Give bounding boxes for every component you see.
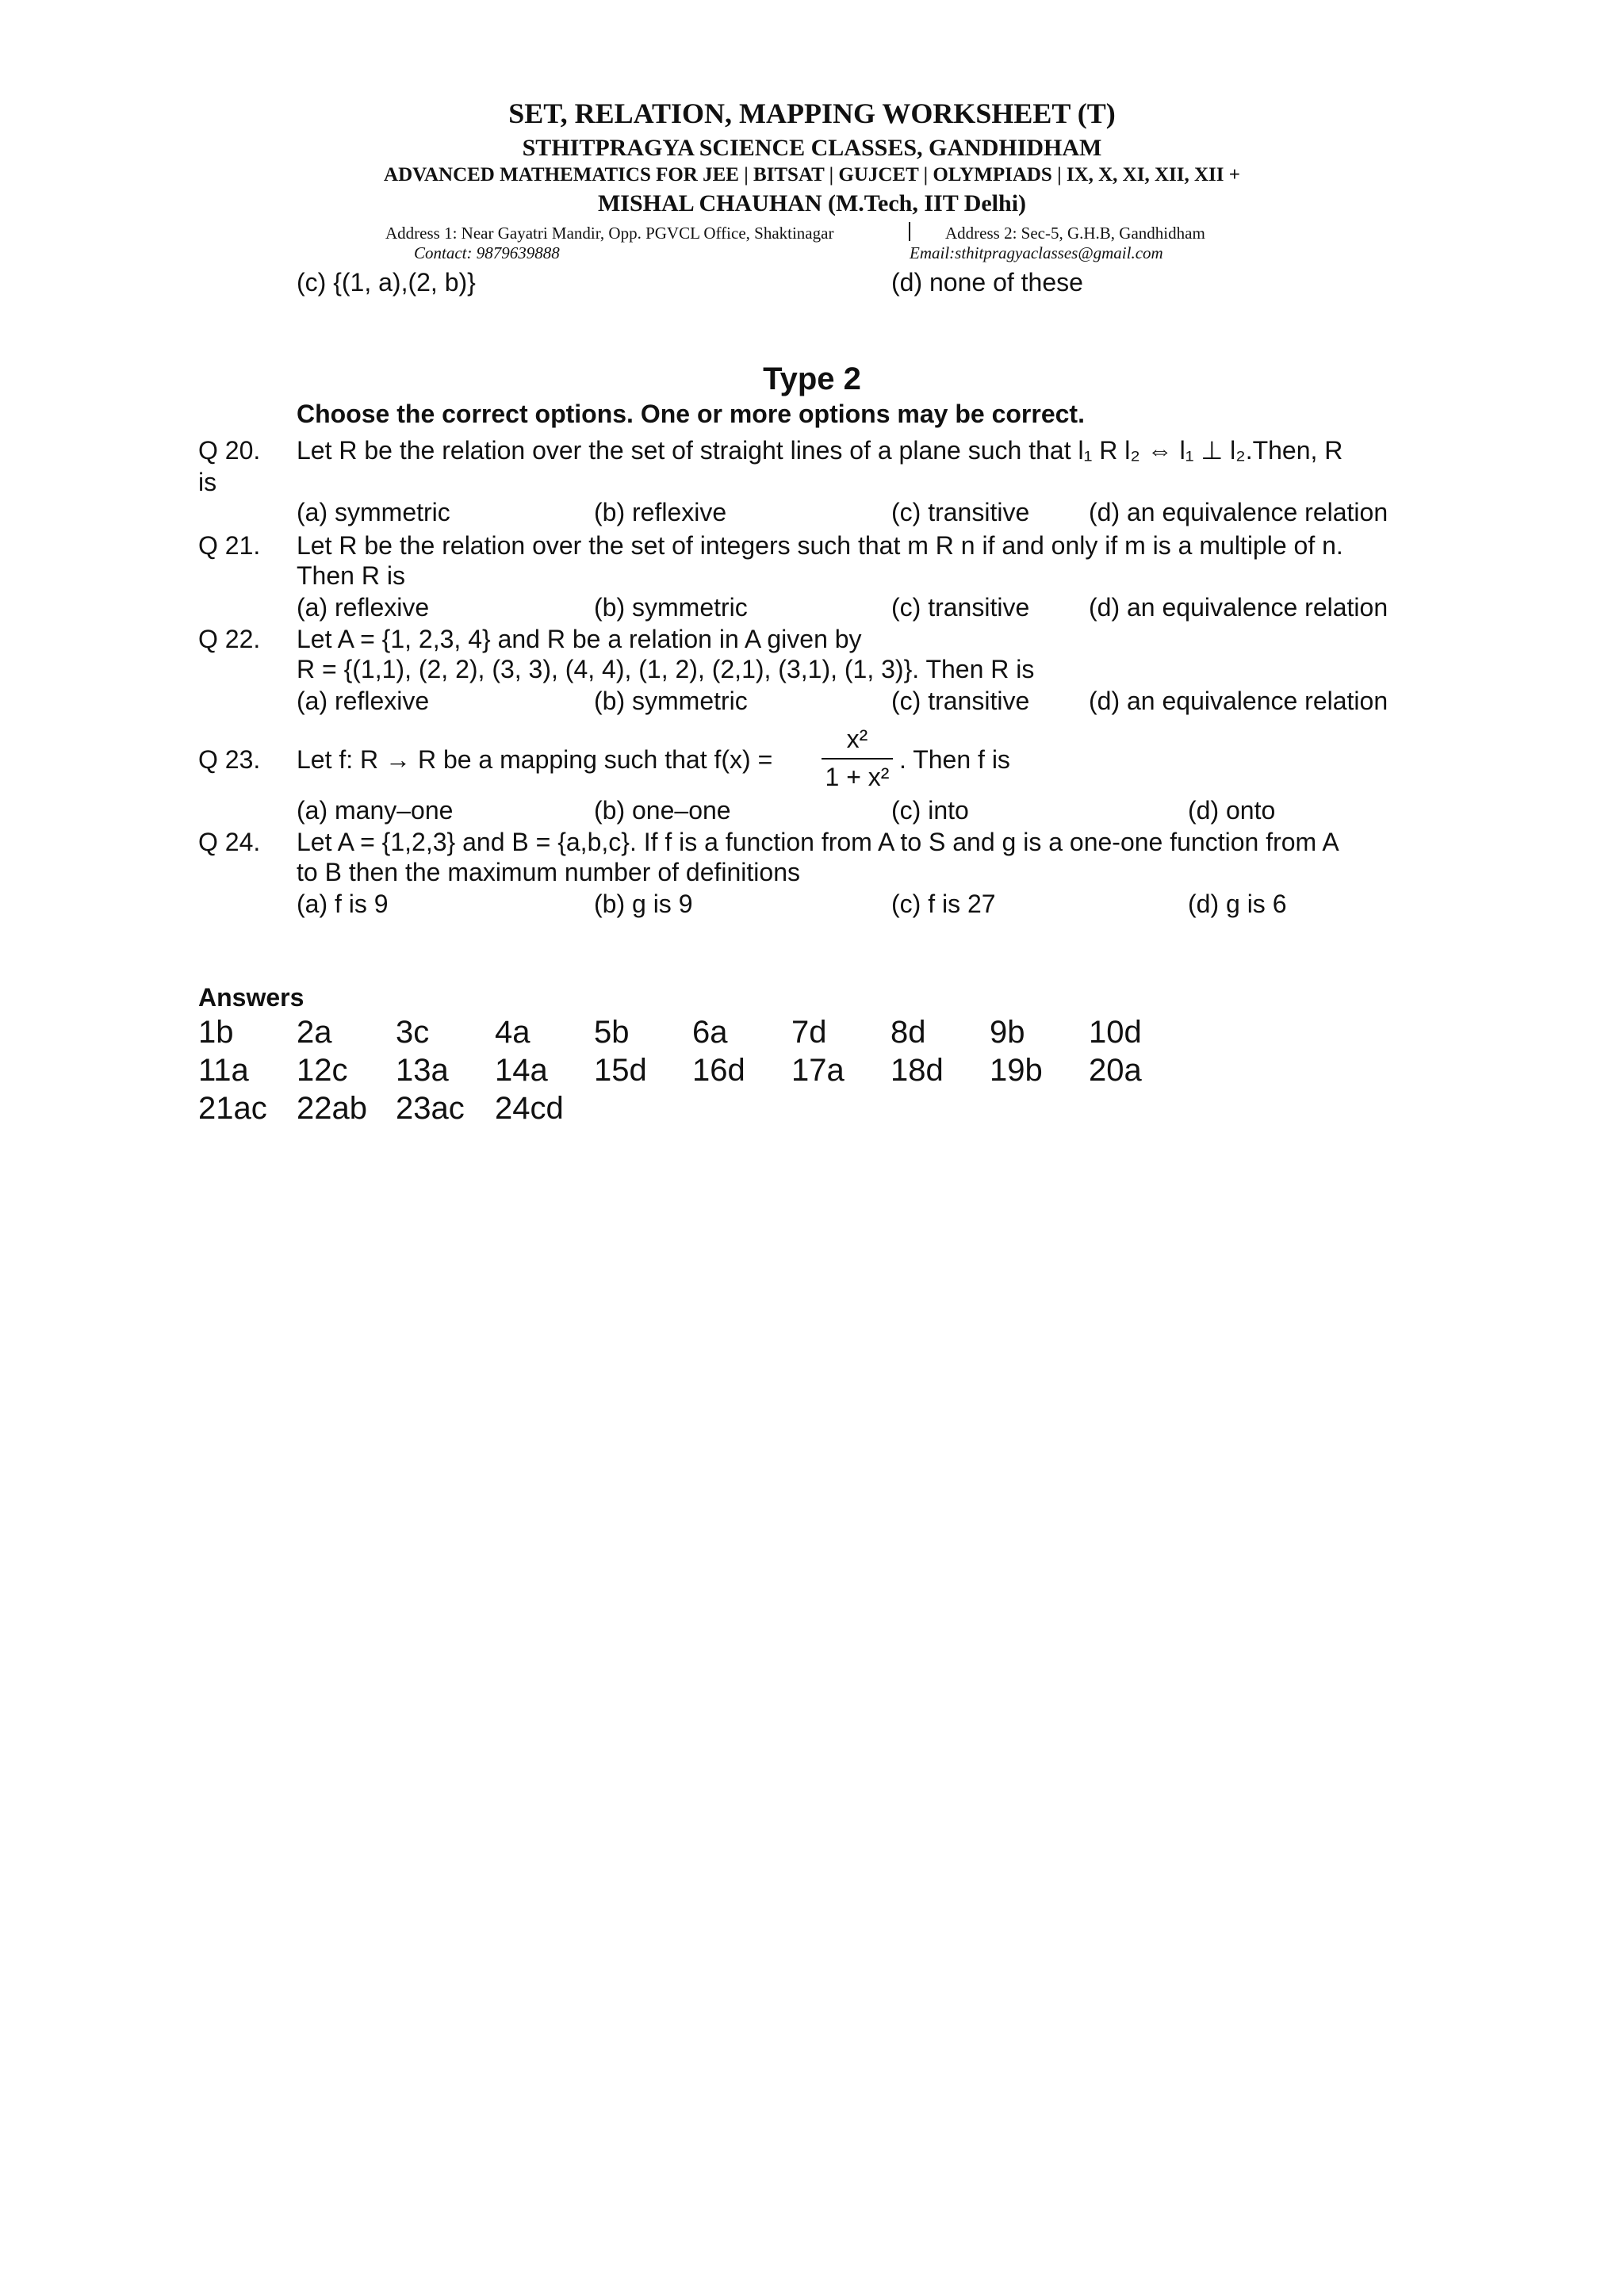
option-d: (d) an equivalence relation [1089, 593, 1388, 622]
answer-cell: 4a [495, 1015, 530, 1050]
address-separator [909, 222, 910, 241]
contact-email: Email:sthitpragyaclasses@gmail.com [910, 243, 1163, 262]
answer-cell: 24cd [495, 1091, 564, 1126]
question-text: Let A = {1, 2,3, 4} and R be a relation in A given by [297, 625, 862, 653]
question-text: Let A = {1,2,3} and B = {a,b,c}. If f is a function from A to S and g is a one-one function from A [297, 828, 1339, 856]
prev-option-d: (d) none of these [891, 268, 1083, 297]
question-text-cont: is [198, 468, 217, 496]
fraction-denominator: 1 + x² [825, 763, 890, 791]
option-c: (c) transitive [891, 593, 1030, 622]
option-c: (c) f is 27 [891, 890, 996, 918]
question-number: Q 22. [198, 625, 261, 653]
answer-cell: 16d [692, 1053, 745, 1088]
fraction-numerator: x² [846, 725, 868, 753]
answer-cell: 17a [791, 1053, 845, 1088]
answers-heading: Answers [198, 983, 304, 1012]
address-2: Address 2: Sec-5, G.H.B, Gandhidham [945, 224, 1205, 243]
answer-cell: 7d [791, 1015, 827, 1050]
answer-cell: 5b [594, 1015, 630, 1050]
option-b: (b) one–one [594, 796, 731, 825]
answer-cell: 1b [198, 1015, 234, 1050]
advanced-courses-line: ADVANCED MATHEMATICS FOR JEE | BITSAT | GUJCET | OLYMPIADS | IX, X, XI, XII, XII + [384, 164, 1240, 186]
question-text-after: . Then f is [899, 745, 1010, 774]
option-a: (a) symmetric [297, 498, 450, 526]
section-instruction: Choose the correct options. One or more options may be correct. [297, 400, 1085, 428]
fraction [822, 720, 893, 799]
question-number: Q 24. [198, 828, 261, 856]
answer-cell: 13a [396, 1053, 449, 1088]
option-c: (c) into [891, 796, 969, 825]
option-d: (d) onto [1188, 796, 1276, 825]
answer-cell: 15d [594, 1053, 647, 1088]
institute-name: STHITPRAGYA SCIENCE CLASSES, GANDHIDHAM [522, 135, 1102, 161]
option-c: (c) transitive [891, 687, 1030, 715]
question-text: Let R be the relation over the set of integers such that m R n if and only if m is a multiple of n. [297, 531, 1343, 560]
answer-cell: 23ac [396, 1091, 465, 1126]
option-a: (a) many–one [297, 796, 454, 825]
answer-cell: 11a [198, 1053, 249, 1088]
answer-cell: 20a [1089, 1053, 1142, 1088]
option-d: (d) an equivalence relation [1089, 498, 1388, 526]
question-text-cont: Then R is [297, 561, 405, 590]
option-b: (b) g is 9 [594, 890, 693, 918]
question-number: Q 21. [198, 531, 261, 560]
option-b: (b) symmetric [594, 687, 748, 715]
option-a: (a) f is 9 [297, 890, 389, 918]
answer-cell: 10d [1089, 1015, 1142, 1050]
question-text-cont: R = {(1,1), (2, 2), (3, 3), (4, 4), (1, 2), (2,1), (3,1), (1, 3)}. Then R is [297, 655, 1035, 683]
question-text: Let f: R → R be a mapping such that f(x) = [297, 745, 773, 774]
option-b: (b) symmetric [594, 593, 748, 622]
answer-cell: 22ab [297, 1091, 367, 1126]
section-title: Type 2 [763, 362, 861, 396]
option-a: (a) reflexive [297, 687, 430, 715]
prev-option-c: (c) {(1, a),(2, b)} [297, 268, 476, 297]
option-d: (d) an equivalence relation [1089, 687, 1388, 715]
answer-cell: 21ac [198, 1091, 267, 1126]
contact-number: Contact: 9879639888 [414, 243, 560, 262]
answer-cell: 9b [990, 1015, 1025, 1050]
answer-cell: 2a [297, 1015, 332, 1050]
answer-cell: 3c [396, 1015, 430, 1050]
question-text: Let R be the relation over the set of straight lines of a plane such that l₁ R l₂ ⇔ l₁ ⊥ l₂.Then, R [297, 436, 1343, 465]
question-number: Q 23. [198, 745, 261, 774]
option-a: (a) reflexive [297, 593, 430, 622]
answer-cell: 8d [891, 1015, 926, 1050]
question-number: Q 20. [198, 436, 261, 465]
option-c: (c) transitive [891, 498, 1030, 526]
answer-cell: 19b [990, 1053, 1043, 1088]
answer-cell: 12c [297, 1053, 348, 1088]
teacher-name: MISHAL CHAUHAN (M.Tech, IIT Delhi) [597, 190, 1027, 216]
worksheet-title: SET, RELATION, MAPPING WORKSHEET (T) [508, 98, 1116, 129]
option-b: (b) reflexive [594, 498, 727, 526]
answer-cell: 14a [495, 1053, 548, 1088]
question-text-cont: to B then the maximum number of definitions [297, 858, 800, 886]
address-1: Address 1: Near Gayatri Mandir, Opp. PGVCL Office, Shaktinagar [385, 224, 834, 243]
option-d: (d) g is 6 [1188, 890, 1287, 918]
fraction-bar [822, 758, 893, 760]
answer-cell: 6a [692, 1015, 728, 1050]
answer-cell: 18d [891, 1053, 944, 1088]
